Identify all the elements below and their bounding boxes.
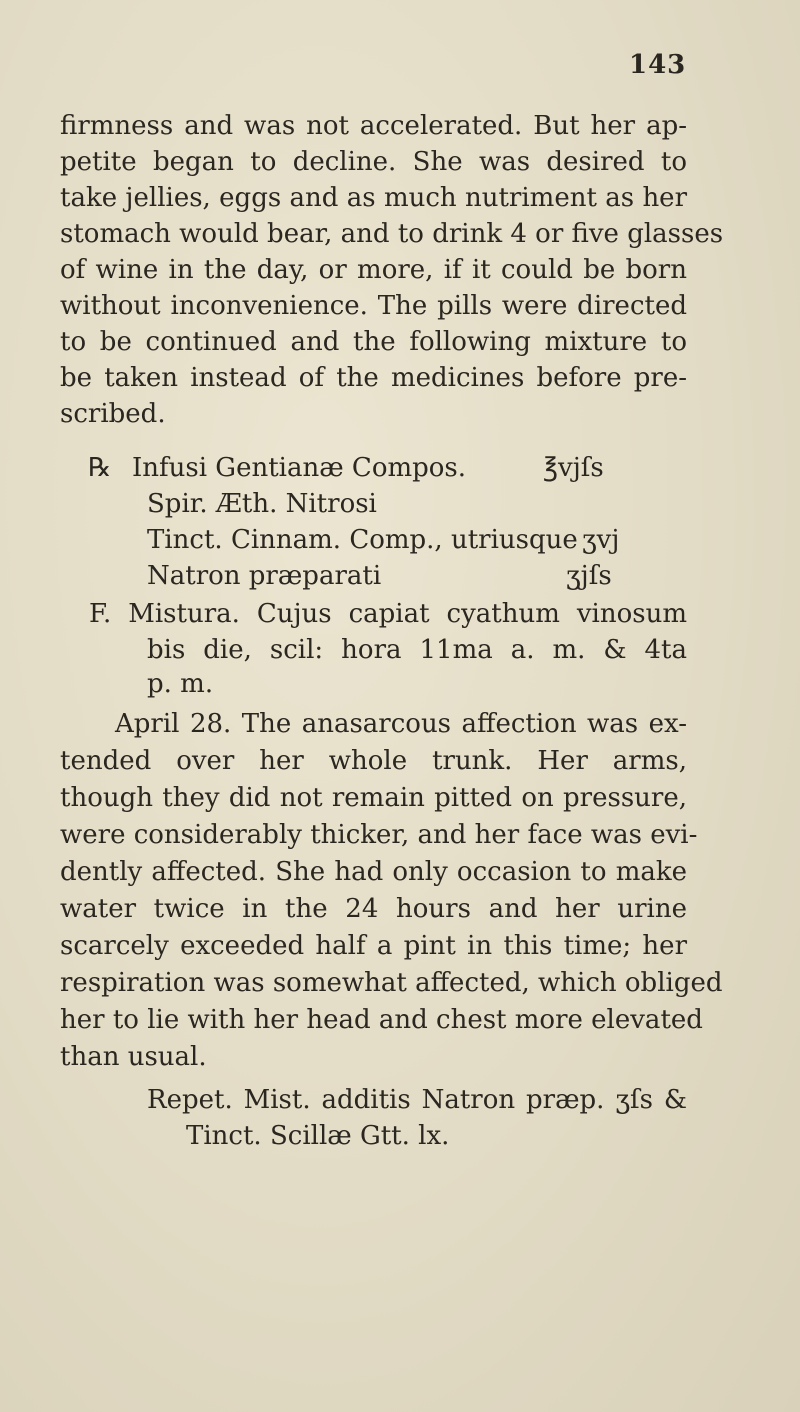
text-line: scribed. [60,399,166,429]
ingredient-dose: ℥vjſs [543,453,604,483]
text-line: of wine in the day, or more, if it could be born [60,255,687,285]
text-line: water twice in the 24 hours and her urine [60,894,687,924]
text-line: though they did not remain pitted on pressure, [60,783,687,813]
ingredient-name: Infusi Gentianæ Compos. [132,453,467,483]
prescription-directions: p. m. [147,669,214,699]
text-line: firmness and was not accelerated. But her ap- [60,111,687,141]
text-line: tended over her whole trunk. Her arms, [60,746,687,776]
ingredient-name: Spir. Æth. Nitrosi [147,489,377,519]
text-line: were considerably thicker, and her face was evi- [60,820,698,850]
prescription-directions: bis die, scil: hora 11ma a. m. & 4ta [147,635,687,665]
text-line: than usual. [60,1042,207,1072]
text-line: her to lie with her head and chest more elevated [60,1005,703,1035]
text-line: respiration was somewhat affected, which obliged [60,968,723,998]
text-line: take jellies, eggs and as much nutriment as her [60,183,687,213]
recipe-symbol: ℞ [88,453,112,483]
page-number: 143 [629,50,687,80]
text-line: be taken instead of the medicines before pre- [60,363,687,393]
text-line: to be continued and the following mixture to [60,327,687,357]
repeat-prescription: Repet. Mist. additis Natron præp. ʒſs & [147,1085,687,1115]
repeat-prescription: Tinct. Scillæ Gtt. lx. [186,1121,450,1151]
text-line: petite began to decline. She was desired to [60,147,687,177]
text-line: stomach would bear, and to drink 4 or five glasses [60,219,724,249]
prescription-item [88,452,466,484]
text-line: April 28. The anasarcous affection was ex- [115,709,687,739]
text-line: dently affected. She had only occasion to make [60,857,687,887]
text-line: scarcely exceeded half a pint in this time; her [60,931,687,961]
ingredient-dose: ʒjſs [566,561,612,591]
prescription-directions: F. Mistura. Cujus capiat cyathum vinosum [89,599,687,629]
text-line: without inconvenience. The pills were directed [60,291,687,321]
ingredient-dose: ʒvj [582,525,620,555]
ingredient-name: Tinct. Cinnam. Comp., utriusque [147,525,578,555]
ingredient-name: Natron præparati [147,561,382,591]
